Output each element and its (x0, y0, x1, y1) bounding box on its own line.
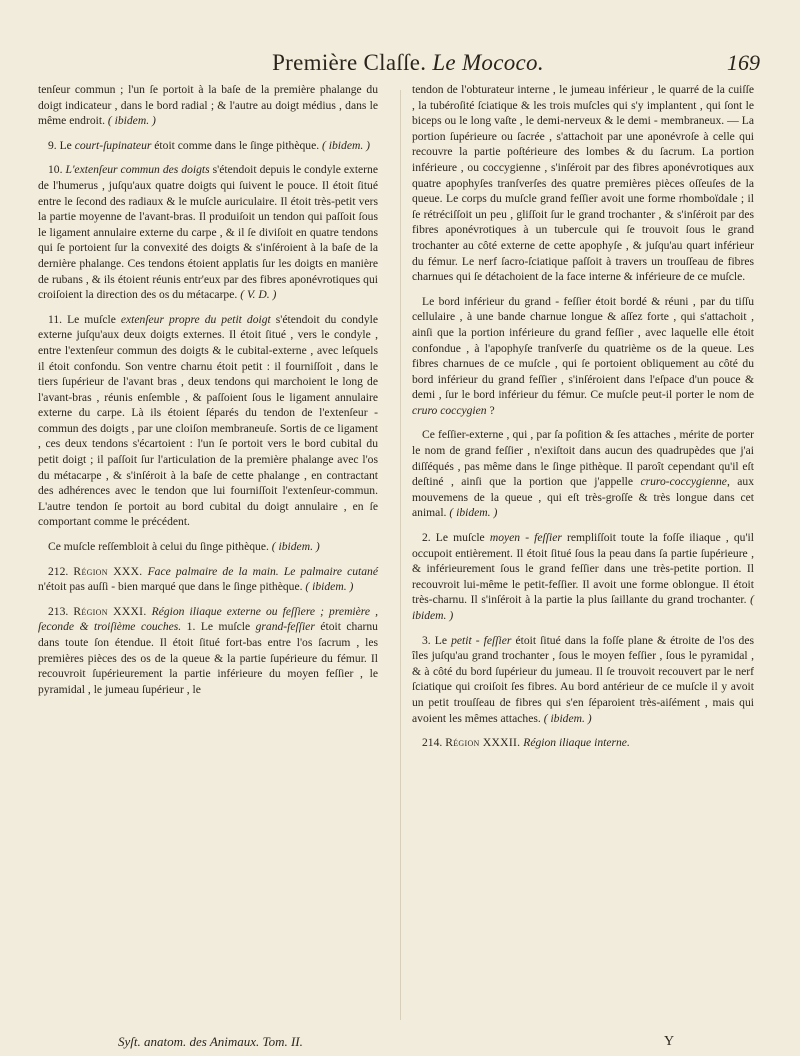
paragraph-number: 2. Le muſcle (422, 531, 485, 545)
paragraph-number: 1. Le muſcle (186, 620, 251, 634)
paragraph-number: 9. Le (48, 138, 72, 152)
reference: ( V. D. ) (240, 288, 277, 302)
paragraph-text: rempliſſoit toute la foſſe iliaque , qu'il occupoit entièrement. Il étoit ſitué ſous la peau dans ſa partie ſupérieure , & inférieurement ſous le grand feſſier dans une très-petite portion. Il recouvroit lui-même le petit-feſſier. Il avoit une forme oblongue. Il étoit très-charnu. Il s'inſéroit à la partie la plus ſaillante du grand trochanter. (412, 531, 754, 607)
paragraph-text: Ce muſcle reſſembloit à celui du ſinge pithèque. (48, 540, 269, 554)
muscle-term: Le palmaire cutané (283, 564, 378, 578)
paragraph-text: s'étendoit du condyle externe juſqu'aux deux doigts externes. Il étoit ſitué , vers le condyle , entre l'extenſeur commun des doigts & le cubital-externe , avec leſquels il étoit confondu. Son ventre charnu étoit petit : il fourniſſoit , dans le tiers ſupérieur de l'avant bras , deux tendons qui marchoient le long de l'avant-bras , réunis enſemble , & paſſoient ſous le ligament annulaire externe du carpe. Là ils étoient ſéparés du tendon de l'extenſeur - commun des doigts , par une cloiſon membraneuſe. Sortis de ce ligament , ces deux tendons s'écartoient : l'un ſe portoit vers le bord cubital du petit doigt ; il paſſoit ſur l'articulation de la première phalange avec l'os du métacarpe , & s'inſéroit à la baſe de cette phalange , en contractant des adhérences avec le tendon que lui fourniſſoit l'extenſeur-commun. L'autre tendon ſe portoit au bord cubital du doigt annulaire , en ſe comportant comme le précédent. (38, 312, 378, 529)
paragraph-number: 213. (48, 604, 69, 618)
paragraph-text: tendon de l'obturateur interne , le jumeau inférieur , le quarré de la cuiſſe , la tubéroſité ſciatique & les trois muſcles qui s'y implantent , qui ſont le biceps ou le long vaſte , le demi-nerveux & le demi - membraneux. — La portion ſupérieure ou ſacrée , s'attachoit par une aponévroſe à celle qui recouvre la partie poſtérieure des lombes & du ſacrum. La portion inférieure , ou coccygienne , s'inſéroit par des fibres aponévrotiques aux quatre apophyſes tranſverſes des quatre premières pièces oſſeuſes de la queue. Le corps du muſcle grand feſſier avoit une forme rhomboïdale ; il ſe rétréciſſoit un peu , gliſſoit ſur le grand trochanter , & s'inſéroit par des fibres aponévrotiques à un tubercule qui ſe trouvoit ſous le grand trochanter au côté externe de cette apophyſe , & juſqu'au quart inférieur du fémur. Le nerf ſacro-ſciatique paſſoit à travers un trouſſeau de fibres charnues qui ſe détachoient de la face interne & inférieure de ce muſcle. (412, 83, 754, 284)
region-heading: Région XXXI. (73, 604, 147, 618)
region-heading: Région XXX. (73, 564, 143, 578)
muscle-term: court-ſupinateur (74, 138, 152, 152)
paragraph-text: Ce feſſier-externe , qui , par ſa poſition & ſes attaches , mérite de porter le nom de grand feſſier , n'exiſtoit dans aucun des quadrupèdes que j'ai diſſéqués , pas même dans le ſinge pithèque. Il paroît cependant qu'il eſt deſtiné , ainſi que la portion que j'appelle (412, 428, 754, 489)
region-title: Région iliaque externe ou feſſiere ; première , ſeconde & troiſième couches. (38, 604, 378, 634)
reference: ( ibidem. ) (305, 580, 354, 594)
page-number: 169 (727, 50, 760, 75)
paragraph (38, 138, 378, 154)
muscle-term: grand-feſſier (255, 620, 315, 634)
paragraph-text: s'étendoit depuis le condyle externe de l'humerus , juſqu'aux quatre doigts qui ſuivent le pouce. Il étoit ſitué entre le ſecond des radiaux & le muſcle auriculaire. Il étoit très-petit vers la partie moyenne de l'avant-bras. Il produiſoit un tendon qui paſſoit ſous le ligament annulaire externe du carpe , & il ſe diviſoit en quatre tendons qui ſe portoient ſur la convexité des doigts & s'inſéroient à la baſe de la dernière phalange. Ces tendons étoient applatis ſur les doigts en manière de rubans , & ils étoient réunis entr'eux par des fibres aponévrotiques qui croiſoient la direction des os du métacarpe. (38, 163, 378, 302)
running-head (52, 48, 764, 82)
paragraph-text: étoit ſitué dans la foſſe plane & étroite de l'os des îles juſqu'au grand trochanter , ſous le moyen feſſier , ſous le pyramidal , & à côté du bord ſupérieur du jumeau. Il ſe trouvoit recouvert par le nerf ſciatique qui croiſoit ſes fibres. Au bord antérieur de ce muſcle il y avoit un petit trouſſeau de fibres qui s'en ſéparoient très-aiſément , mais qui avoient les mêmes attaches. (412, 633, 754, 725)
region-title: Région iliaque interne. (523, 736, 630, 750)
section-title: Première Claſſe. (272, 50, 427, 75)
muscle-term: L'extenſeur commun des doigts (65, 163, 210, 177)
paragraph (38, 312, 378, 530)
muscle-term: petit - feſſier (451, 633, 512, 647)
region-title: Face palmaire de la main. (147, 564, 279, 578)
paragraph-text: n'étoit pas auſſi - bien marqué que dans le ſinge pithèque. (38, 580, 303, 594)
column-gutter (400, 90, 401, 1020)
signature-mark: Y (664, 1034, 675, 1049)
paragraph-number: 3. Le (422, 633, 447, 647)
paragraph (412, 735, 754, 751)
reference: ( ibidem. ) (449, 506, 498, 520)
running-title (52, 50, 764, 76)
paragraph-number: 214. (422, 736, 443, 750)
reference: ( ibidem. ) (412, 593, 754, 622)
reference: ( ibidem. ) (322, 138, 371, 152)
paragraph (412, 427, 754, 521)
paragraph (412, 294, 754, 419)
paragraph-text: étoit comme dans le ſinge pithèque. (154, 138, 320, 152)
paragraph (38, 604, 378, 698)
muscle-term: cruro-coccygienne (640, 475, 727, 489)
reference: ( ibidem. ) (271, 540, 320, 554)
paragraph-text: étoit charnu dans toute ſon étendue. Il étoit ſitué fort-bas entre l'os ſacrum , les premières pièces des os de la queue & la partie ſupérieure du fémur. Il recouvroit ſupérieurement la partie inférieure du moyen feſſier , le pyramidal , le jumeau ſupérieur , le (38, 620, 378, 696)
paragraph-number: 10. (48, 163, 63, 177)
left-column (38, 82, 378, 706)
reference: ( ibidem. ) (107, 114, 156, 128)
paragraph-text: ? (489, 403, 495, 417)
right-column (412, 82, 754, 760)
animal-title: Le Mococo. (432, 50, 544, 75)
paragraph-number: 11. Le muſcle (48, 312, 116, 326)
footer-title: Syſt. anatom. des Animaux. Tom. II. (118, 1034, 303, 1049)
paragraph (412, 82, 754, 285)
paragraph-text: , aux mouvemens de la queue , qui eſt très-groſſe & très longue dans cet animal. (412, 475, 755, 520)
paragraph (412, 530, 754, 624)
muscle-term: extenſeur propre du petit doigt (120, 312, 271, 326)
paragraph (38, 82, 378, 129)
paragraph-number: 212. (48, 564, 69, 578)
paragraph (412, 633, 754, 727)
region-heading: Région XXXII. (445, 736, 521, 750)
muscle-term: moyen - feſſier (489, 531, 562, 545)
reference: ( ibidem. ) (543, 711, 592, 725)
muscle-term: cruro coccygien (412, 403, 487, 417)
paragraph (38, 539, 378, 555)
paragraph (38, 564, 378, 595)
paragraph (38, 162, 378, 302)
paragraph-text: Le bord inférieur du grand - feſſier étoit bordé & réuni , par du tiſſu cellulaire , à une bande charnue longue & aſſez forte , qui s'attachoit , ainſi que la portion inférieure du grand feſſier , avec laquelle elle étoit confondue , à l'apophyſe tranſverſe du quatrième os de la queue. Les fibres charnues de ce muſcle , qui ſe portoient obliquement au côté du bord inférieur du grand feſſier , s'inſéroient dans l'eſpace d'un pouce & demi , ſur le bord inférieur du fémur. Ce muſcle peut-il porter le nom de (412, 294, 754, 402)
paragraph-text: tenſeur commun ; l'un ſe portoit à la baſe de la première phalange du doigt indicateur , dans le bord radial ; & l'autre au doigt médius , dans le même endroit. (38, 83, 378, 128)
